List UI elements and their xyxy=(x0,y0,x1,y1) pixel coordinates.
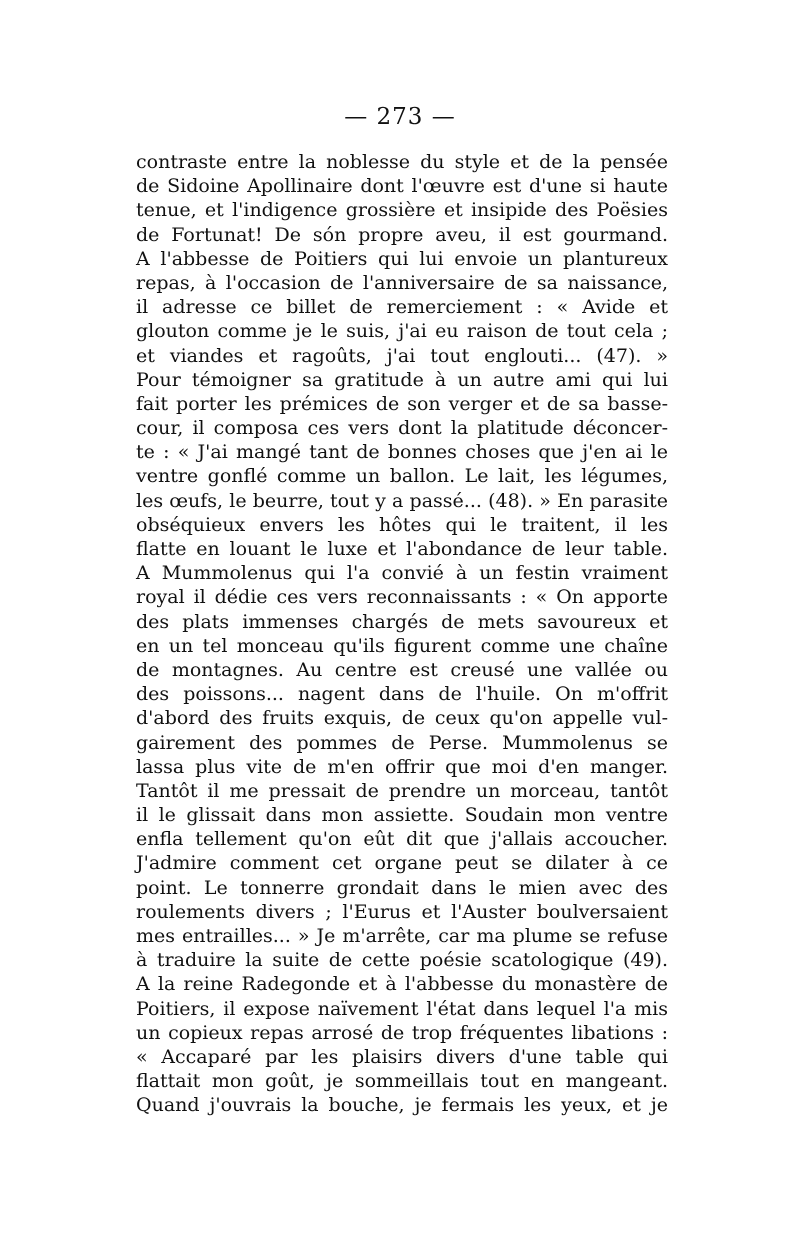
text-line: royal il dédie ces vers reconnaissants : « On apporte xyxy=(136,586,668,609)
text-line: enfla tellement qu'on eût dit que j'allais accoucher. xyxy=(136,828,668,851)
text-line: obséquieux envers les hôtes qui le traitent, il les xyxy=(136,513,668,536)
text-line: glouton comme je le suis, j'ai eu raison de tout cela ; xyxy=(136,320,668,343)
text-line: en un tel monceau qu'ils figurent comme une chaîne xyxy=(136,634,668,657)
text-line: gairement des pommes de Perse. Mummolenus se xyxy=(136,731,668,754)
text-line: lassa plus vite de m'en offrir que moi d'en manger. xyxy=(136,755,668,778)
text-line: point. Le tonnerre grondait dans le mien avec des xyxy=(136,876,668,899)
text-line: tenue, et l'indigence grossière et insipide des Poësies xyxy=(136,199,668,222)
text-line: des plats immenses chargés de mets savoureux et xyxy=(136,610,668,633)
text-line: A l'abbesse de Poitiers qui lui envoie un plantureux xyxy=(136,247,668,270)
text-line: cour, il composa ces vers dont la platitude déconcer- xyxy=(136,417,668,440)
text-line: mes entrailles... » Je m'arrête, car ma plume se refuse xyxy=(136,925,668,947)
text-line: te : « J'ai mangé tant de bonnes choses que j'en ai le xyxy=(136,441,668,464)
text-line: A la reine Radegonde et à l'abbesse du monastère de xyxy=(136,973,668,996)
text-line: les œufs, le beurre, tout y a passé... (48). » En parasite xyxy=(136,489,668,512)
text-line: de montagnes. Au centre est creusé une vallée ou xyxy=(136,658,668,681)
text-line: Quand j'ouvrais la bouche, je fermais les yeux, et je xyxy=(136,1094,668,1117)
body-text xyxy=(136,150,668,1118)
text-line: il le glissait dans mon assiette. Soudain mon ventre xyxy=(136,804,668,827)
page-number: — 273 — xyxy=(344,104,456,130)
text-line: Poitiers, il expose naïvement l'état dans lequel l'a mis xyxy=(136,997,668,1020)
text-line: ventre gonflé comme un ballon. Le lait, les légumes, xyxy=(136,465,668,488)
text-line: Tantôt il me pressait de prendre un morceau, tantôt xyxy=(136,779,668,802)
text-line: repas, à l'occasion de l'anniversaire de sa naissance, xyxy=(136,271,668,294)
text-line: un copieux repas arrosé de trop fréquentes libations : xyxy=(136,1021,668,1044)
text-line: de Fortunat! De són propre aveu, il est gourmand. xyxy=(136,223,668,246)
text-line: contraste entre la noblesse du style et de la pensée xyxy=(136,151,668,173)
text-line: J'admire comment cet organe peut se dilater à ce xyxy=(136,852,668,875)
text-line: il adresse ce billet de remerciement : « Avide et xyxy=(136,296,668,319)
text-line: de Sidoine Apollinaire dont l'œuvre est d'une si haute xyxy=(136,175,668,198)
text-line: flatte en louant le luxe et l'abondance de leur table. xyxy=(136,538,668,560)
text-line: Pour témoigner sa gratitude à un autre ami qui lui xyxy=(136,368,668,391)
text-line: d'abord des fruits exquis, de ceux qu'on appelle vul- xyxy=(136,707,668,730)
text-line: et viandes et ragoûts, j'ai tout englouti... (47). » xyxy=(136,344,668,367)
text-line: roulements divers ; l'Eurus et l'Auster boulversaient xyxy=(136,900,668,923)
text-line: flattait mon goût, je sommeillais tout en mangeant. xyxy=(136,1070,668,1093)
text-line: à traduire la suite de cette poésie scatologique (49). xyxy=(136,949,668,972)
text-line: des poissons... nagent dans de l'huile. On m'offrit xyxy=(136,683,668,706)
text-line: fait porter les prémices de son verger et de sa basse- xyxy=(136,392,668,415)
text-line: A Mummolenus qui l'a convié à un festin vraiment xyxy=(136,562,668,585)
text-line: « Accaparé par les plaisirs divers d'une table qui xyxy=(136,1045,668,1068)
